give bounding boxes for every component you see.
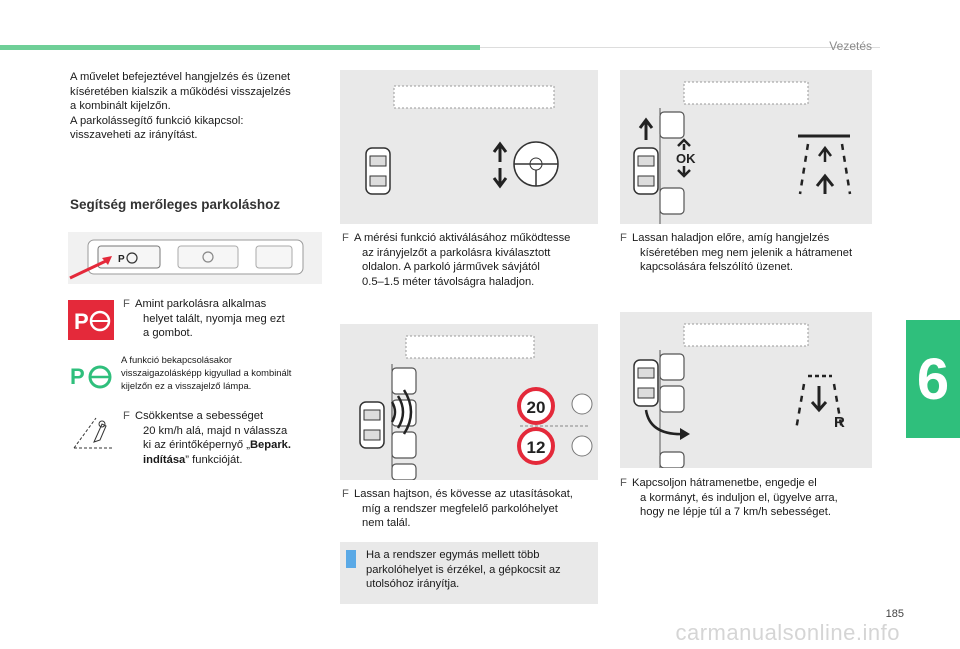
middle-illustration-1	[340, 70, 598, 224]
right-step-1: F Lassan haladjon előre, amíg hangjelzés kíséretében meg nem jelenik a hátramenet kapcsolására felszólító üzenet.	[620, 232, 853, 273]
section-heading: Segítség merőleges parkoláshoz	[70, 197, 281, 212]
right-illustration-1	[620, 70, 872, 224]
info-box: Ha a rendszer egymás mellett több parkolóhelyet is érzékel, a gépkocsit az utolsóhoz irányítja.	[340, 542, 598, 604]
svg-text:P: P	[118, 254, 125, 265]
console-illustration	[68, 232, 322, 284]
left-step-1: F Amint parkolásra alkalmas helyet talált, nyomja meg ezt a gombot.	[123, 298, 285, 339]
section-title: Vezetés	[829, 39, 872, 53]
right-step-2: F Kapcsoljon hátramenetbe, engedje el a kormányt, és induljon el, ügyelve arra, hogy ne lépje túl a 7 km/h sebességet.	[620, 477, 838, 518]
page-number: 185	[885, 608, 904, 620]
intro-text: A művelet befejeztével hangjelzés és üzenet kíséretében kialszik a működési visszajelzés a kombinált kijelzőn. A parkolássegítő funkció kikapcsol: visszaveheti az irányítást.	[70, 71, 291, 141]
svg-text:OK: OK	[676, 151, 696, 166]
svg-text:P: P	[70, 364, 85, 389]
info-icon	[346, 550, 356, 568]
park-assist-indicator-icon	[70, 360, 114, 392]
header-accent-bar	[0, 45, 480, 50]
middle-step-1: F A mérési funkció aktiválásához működtesse az irányjelzőt a parkolásra kiválasztott oldalon. A parkoló járművek sávjától 0.5–1.5 méter távolságra haladjon.	[342, 232, 571, 288]
svg-text:20: 20	[526, 398, 546, 417]
svg-text:P: P	[74, 309, 89, 334]
watermark: carmanualsonline.info	[675, 620, 900, 645]
indicator-note: A funkció bekapcsolásakor visszaigazolásképp kigyullad a kombinált kijelzőn ez a visszajelző lámpa.	[121, 354, 292, 391]
middle-step-2: F Lassan hajtson, és kövesse az utasításokat, míg a rendszer megfelelő parkolóhelyet nem talál.	[342, 488, 573, 529]
svg-text:12: 12	[526, 438, 546, 457]
touchscreen-tap-icon	[72, 412, 116, 452]
svg-text:R: R	[834, 414, 845, 431]
park-assist-button-icon	[68, 300, 114, 340]
right-illustration-2	[620, 312, 872, 468]
left-step-2: F Csökkentse a sebességet 20 km/h alá, majd n válassza ki az érintőképernyő „Bepark. indítása” funkcióját.	[123, 410, 292, 466]
header-rule	[480, 47, 880, 48]
chapter-tab: 6	[906, 320, 960, 438]
middle-illustration-2	[340, 324, 598, 480]
